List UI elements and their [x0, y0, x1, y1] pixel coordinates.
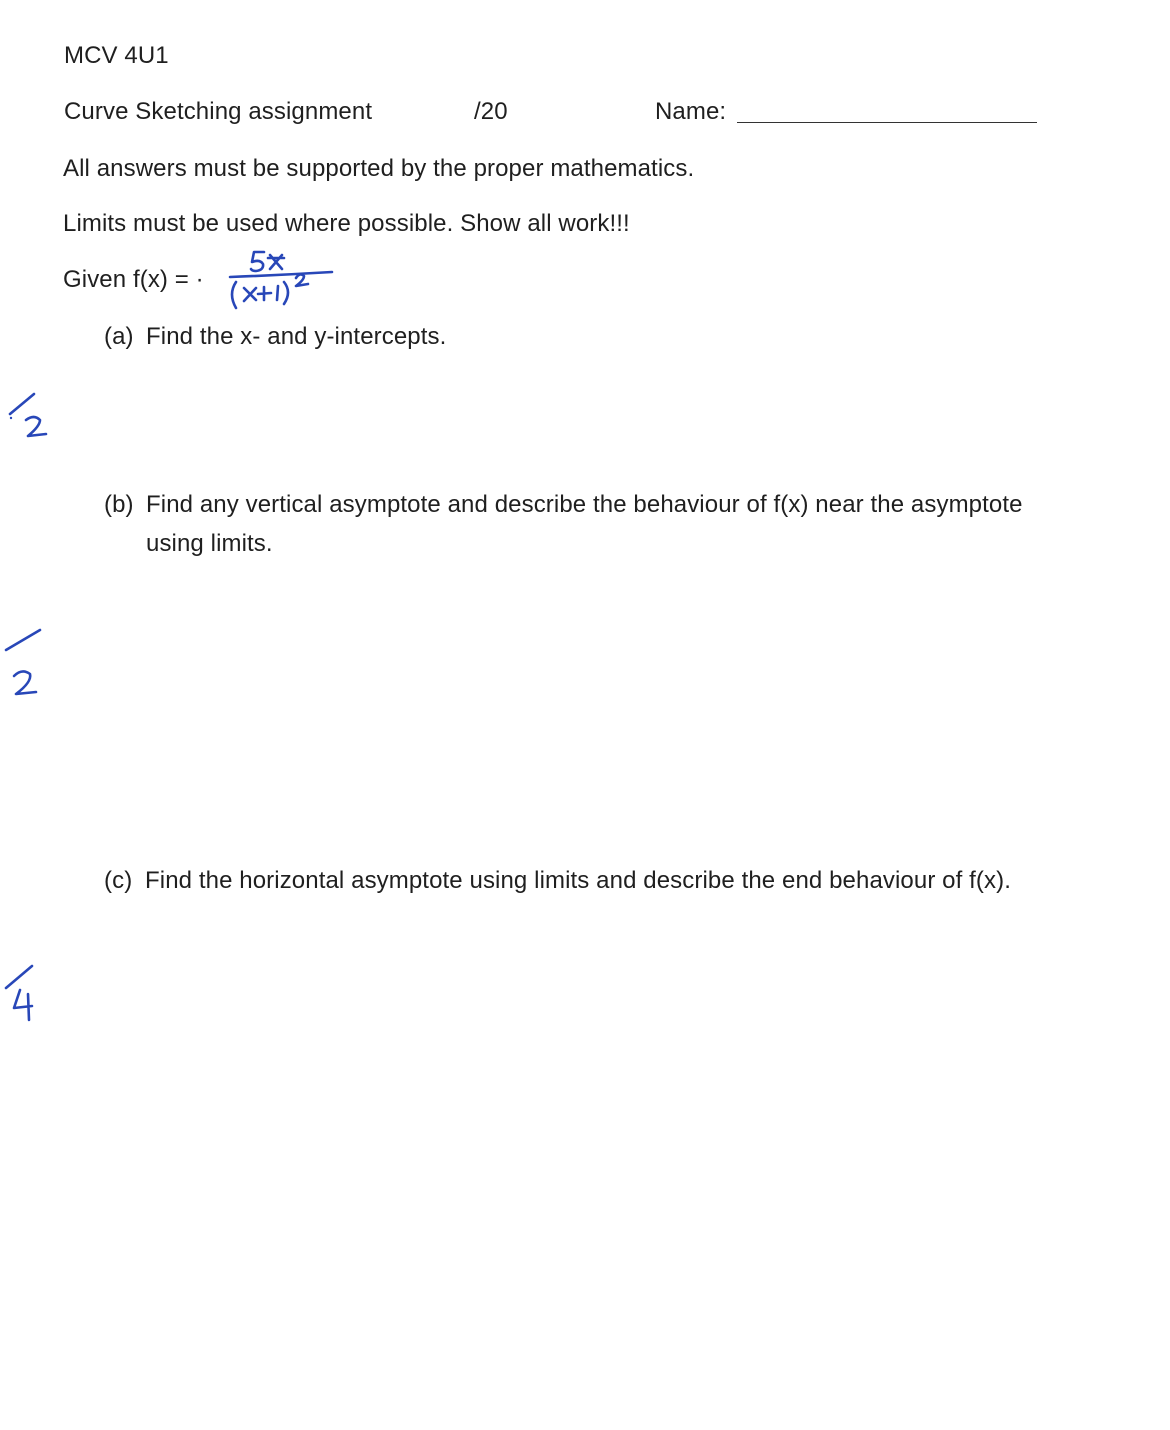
given-label: Given f(x) = ·	[63, 266, 204, 293]
assignment-title: Curve Sketching assignment	[64, 98, 373, 125]
fraction-bar	[230, 272, 332, 277]
total-marks: /20	[474, 98, 508, 125]
question-c-label: (c)	[104, 867, 133, 894]
course-code: MCV 4U1	[64, 42, 169, 69]
handwritten-numerator-5x	[251, 252, 284, 271]
instruction-line-2: Limits must be used where possible. Show all work!!!	[63, 210, 630, 237]
question-b-text-line1: Find any vertical asymptote and describe the behaviour of f(x) near the asymptote	[146, 491, 1023, 518]
name-label: Name:	[655, 98, 727, 125]
name-blank-line[interactable]	[737, 122, 1037, 123]
handwritten-function	[222, 244, 342, 316]
handwritten-mark-a	[4, 388, 54, 444]
question-a-label: (a)	[104, 323, 134, 350]
handwritten-mark-c	[2, 960, 52, 1030]
handwritten-denominator	[232, 274, 308, 308]
question-b-text-line2: using limits.	[146, 530, 273, 557]
question-b-label: (b)	[104, 491, 134, 518]
question-c-text: Find the horizontal asymptote using limits and describe the end behaviour of f(x).	[145, 867, 1011, 894]
question-a-text: Find the x- and y-intercepts.	[146, 323, 447, 350]
instruction-line-1: All answers must be supported by the proper mathematics.	[63, 155, 695, 182]
handwritten-mark-b	[2, 622, 52, 702]
